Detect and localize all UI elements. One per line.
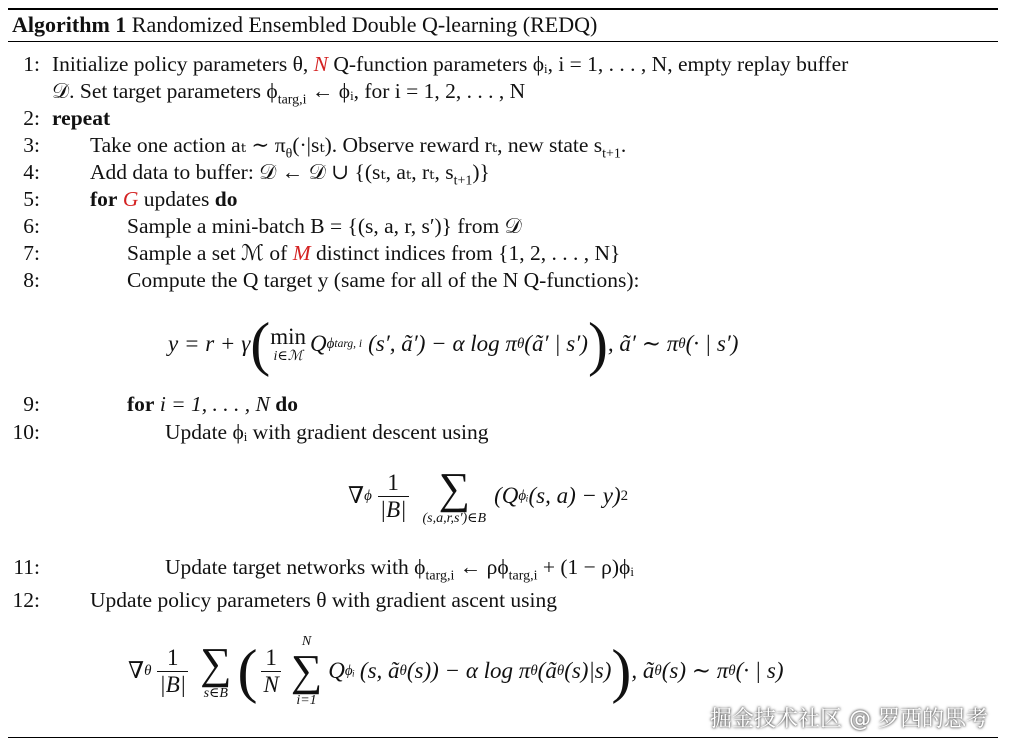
line-number: 11: xyxy=(13,555,40,579)
line-8: Compute the Q target y (same for all of the N Q-functions): xyxy=(127,268,640,292)
line-10: Update ϕᵢ with gradient descent using xyxy=(165,420,489,444)
update-ratio-G: G xyxy=(122,187,139,211)
line-1-cont: 𝒟. Set target parameters $\phi_{targ,i}$ ← ϕᵢ, for i = 1, 2, . . . , N xyxy=(52,79,526,108)
line-number: 4: xyxy=(23,160,40,184)
line-number: 9: xyxy=(23,392,40,416)
line-3: Take one action aₜ ∼ $\pi_\theta(\cdot|s_t)$. Observe reward rₜ, new state $s_{t+1}$. xyxy=(90,133,627,162)
line-number: 12: xyxy=(12,588,40,612)
bottom-rule xyxy=(8,737,998,738)
algorithm-title: Randomized Ensembled Double Q-learning (REDQ) xyxy=(131,12,598,37)
line-9: for i = 1, . . . , N do xyxy=(127,392,298,416)
repeat-keyword: repeat xyxy=(52,106,111,130)
algorithm-caption xyxy=(12,12,597,38)
q-target-equation: y = r + γ ( min i∈ℳ Q ϕ targ, i (s′, ã′) − α log π θ (ã′ | s′) ) , ã′ ∼ π θ (· | s′) xyxy=(168,311,739,377)
line-number: 10: xyxy=(12,420,40,444)
critic-gradient-equation: ∇ ϕ $\frac{1}{|B|}$ ∑ (s,a,r,s′)∈B (Q ϕᵢ (s, a) − y) 2 xyxy=(348,463,629,526)
top-rule xyxy=(8,8,998,10)
line-1: Initialize policy parameters θ, N Q-function parameters ϕᵢ, i = 1, . . . , N, empty replay buffer xyxy=(52,52,849,76)
algorithm-label: Algorithm 1 xyxy=(12,12,127,37)
line-12: Update policy parameters θ with gradient ascent using xyxy=(90,588,558,612)
policy-gradient-equation: ∇ θ $\frac{1}{|B|}$ ∑ s∈B ( $\frac{1}{N}$ N ∑ i=1 Q ϕᵢ (s, ã θ (s)) − α log π θ (ã θ (s)|s) ) , ã θ (s) ∼ π θ (· | s) xyxy=(128,634,784,708)
line-5: for G updates do xyxy=(90,187,238,211)
line-number: 7: xyxy=(23,241,40,265)
caption-rule xyxy=(8,41,998,42)
line-4: Add data to buffer: 𝒟 ← 𝒟 ∪ {(sₜ, aₜ, rₜ, $s_{t+1}$)} xyxy=(90,160,490,189)
line-7: Sample a set ℳ of M distinct indices from {1, 2, . . . , N} xyxy=(127,241,621,265)
line-number: 1: xyxy=(23,52,40,76)
line-number: 6: xyxy=(23,214,40,238)
line-number: 2: xyxy=(23,106,40,130)
line-number: 8: xyxy=(23,268,40,292)
line-6: Sample a mini-batch B = {(s, a, r, s′)} from 𝒟 xyxy=(127,214,522,238)
line-number: 5: xyxy=(23,187,40,211)
ensemble-size-N: N xyxy=(313,52,328,76)
line-number: 3: xyxy=(23,133,40,157)
line-11: Update target networks with $\phi_{targ,i}$ ← $\rho\phi_{targ,i} + (1$ − ρ)ϕᵢ xyxy=(165,555,634,584)
watermark: 掘金技术社区 @ 罗西的思考 xyxy=(710,707,988,732)
subset-size-M: M xyxy=(292,241,311,265)
